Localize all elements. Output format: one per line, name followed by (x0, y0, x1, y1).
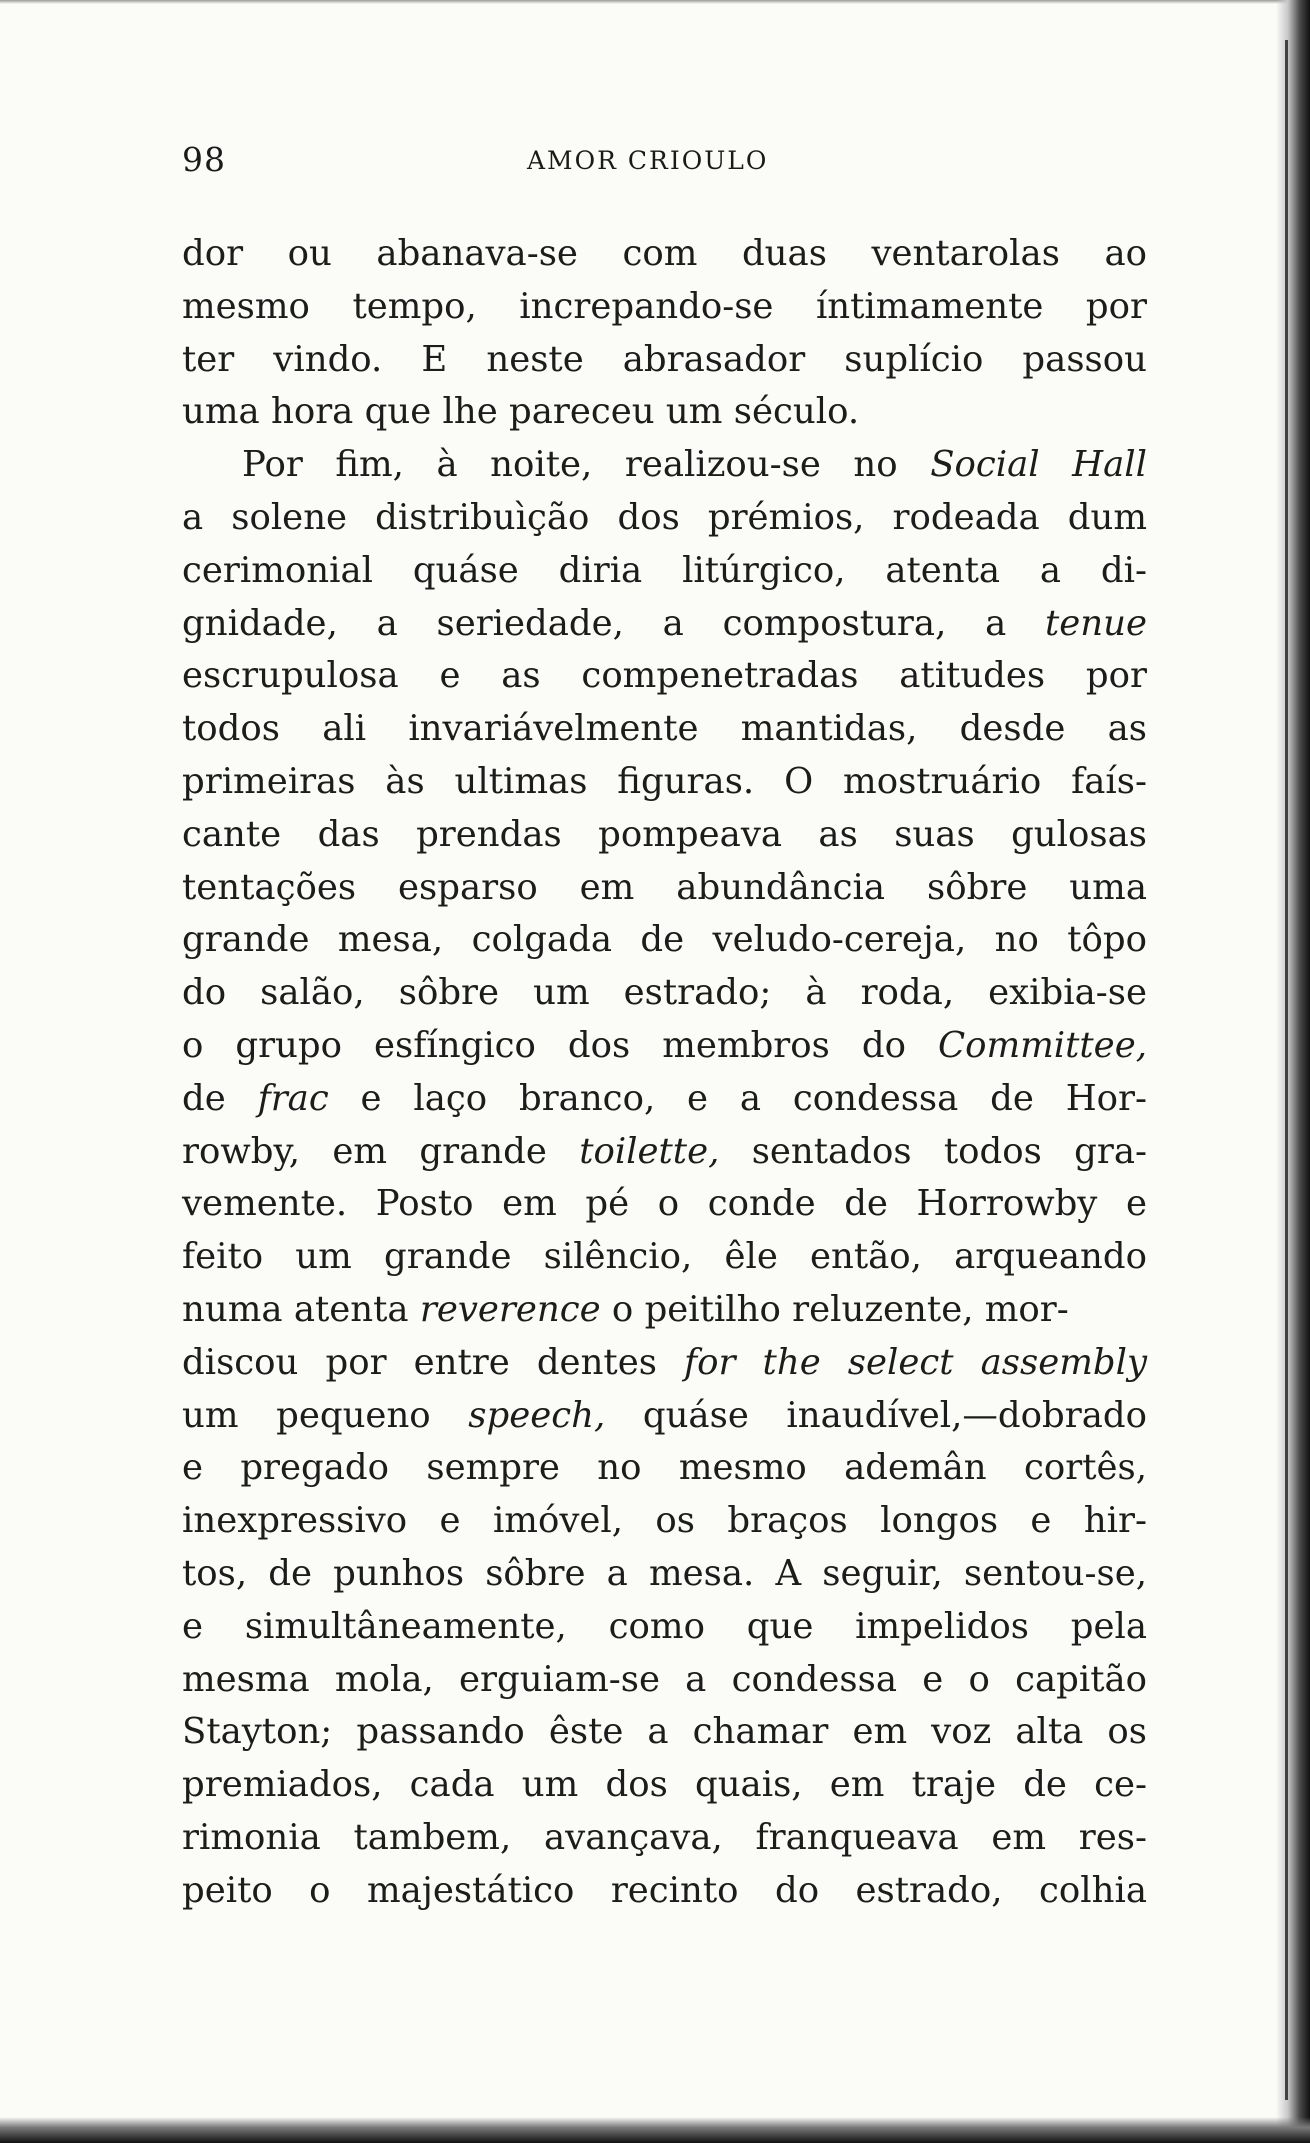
text-line: uma hora que lhe pareceu um século. (182, 391, 860, 433)
text-line: e simultâneamente, como que impelidos pela (182, 1605, 1147, 1647)
text-line-paragraph-start: Por fim, à noite, realizou-se no Social Hall (242, 444, 1147, 486)
text-line: feito um grande silêncio, êle então, arqueando (182, 1236, 1147, 1278)
text-line: o grupo esfíngico dos membros do Committee, (182, 1024, 1147, 1066)
text-line: Stayton; passando êste a chamar em voz alta os (182, 1711, 1147, 1753)
text-line: dor ou abanava-se com duas ventarolas ao (182, 233, 1147, 274)
text-line: numa atenta reverence o peitilho reluzente, mor- (182, 1288, 1069, 1330)
text-line: inexpressivo e imóvel, os braços longos e hir- (182, 1500, 1147, 1542)
text-line: tos, de punhos sôbre a mesa. A seguir, sentou-se, (182, 1552, 1147, 1594)
page-bottom-edge (0, 2117, 1310, 2143)
running-header (182, 140, 1147, 190)
running-title: AMOR CRIOULO (527, 146, 769, 175)
text-line: um pequeno speech, quáse inaudível,—dobrado (182, 1394, 1147, 1436)
text-line: rowby, em grande toilette, sentados todos gra- (182, 1130, 1147, 1172)
text-line: mesma mola, erguiam-se a condessa e o capitão (182, 1658, 1147, 1700)
text-line: rimonia tambem, avançava, franqueava em res- (182, 1816, 1147, 1858)
page-gutter-line (1285, 40, 1288, 2100)
text-line: vemente. Posto em pé o conde de Horrowby e (182, 1183, 1147, 1225)
body-text (182, 228, 1147, 1918)
text-line: e pregado sempre no mesmo ademân cortês, (182, 1447, 1147, 1489)
text-line: gnidade, a seriedade, a compostura, a tenue (182, 602, 1147, 644)
text-line: escrupulosa e as compenetradas atitudes por (182, 655, 1147, 697)
page-binding-shadow (1276, 0, 1310, 2143)
text-line: grande mesa, colgada de veludo-cereja, no tôpo (182, 919, 1147, 961)
text-line: todos ali invariávelmente mantidas, desde as (182, 708, 1147, 750)
text-line: primeiras às ultimas figuras. O mostruário faís- (182, 760, 1147, 802)
text-line: premiados, cada um dos quais, em traje de ce- (182, 1764, 1147, 1806)
text-line: a solene distribuìção dos prémios, rodeada dum (182, 496, 1147, 538)
text-line: peito o majestático recinto do estrado, colhia (182, 1869, 1147, 1911)
text-line: tentações esparso em abundância sôbre uma (182, 866, 1147, 908)
text-line: de frac e laço branco, e a condessa de Hor- (182, 1077, 1147, 1119)
text-line: ter vindo. E neste abrasador suplício passou (182, 338, 1147, 380)
text-line: cerimonial quáse diria litúrgico, atenta a di- (182, 549, 1147, 591)
text-line: cante das prendas pompeava as suas gulosas (182, 813, 1147, 855)
page-top-edge (0, 0, 1310, 4)
text-line: do salão, sôbre um estrado; à roda, exibia-se (182, 972, 1147, 1014)
text-line: mesmo tempo, increpando-se íntimamente por (182, 285, 1147, 327)
page-number: 98 (182, 140, 226, 179)
text-line: discou por entre dentes for the select assembly (182, 1341, 1147, 1383)
